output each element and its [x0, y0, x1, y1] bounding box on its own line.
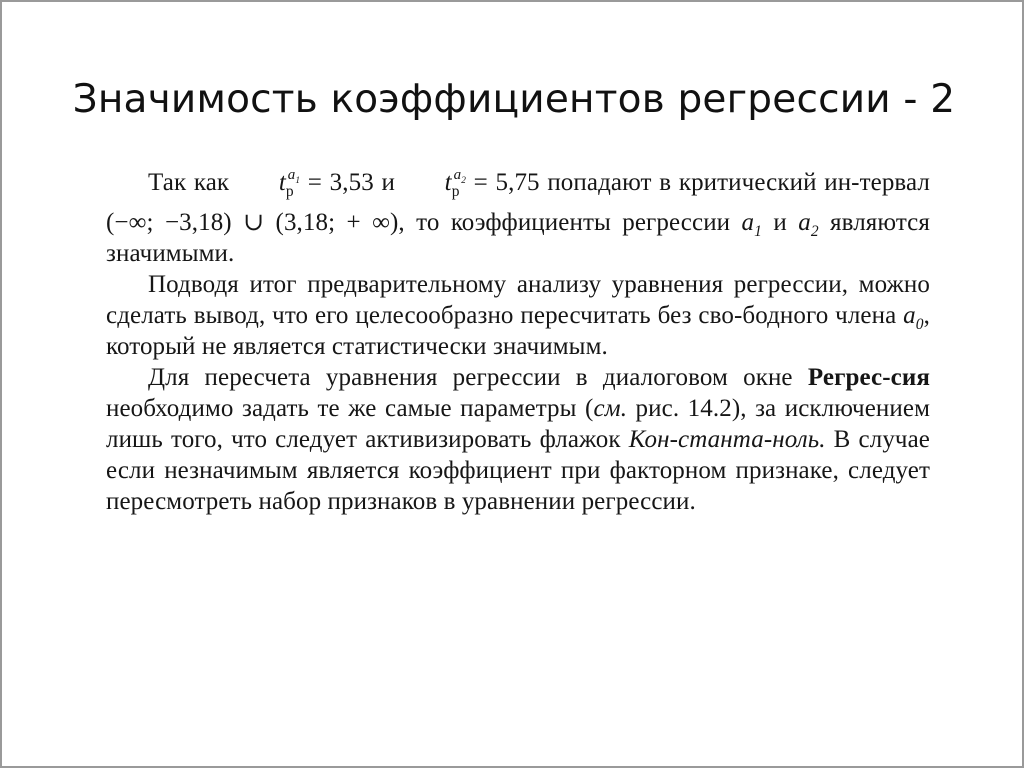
coef-a0: $a_0$	[903, 302, 924, 333]
checkbox-name: Кон-станта-ноль.	[628, 426, 826, 453]
paragraph-3: Для пересчета уравнения регрессии в диалоговом окне Регрес-сия необходимо задать те же самые параметры (см. рис. 14.2), за исключением лишь того, что следует активизировать флажок Кон-станта-ноль. В случае если незначимым является коэффициент при факторном признаке, следует пересмотреть набор признаков в уравнении регрессии.	[106, 364, 930, 515]
slide-title: Значимость коэффициентов регрессии - 2	[72, 77, 956, 122]
t-statistic-a2: $t_p^{a_2}$	[444, 167, 466, 200]
paragraph-2: Подводя итог предварительному анализу уравнения регрессии, можно сделать вывод, что его целесообразно пересчитать без сво-бодного члена $a_0$, который не является статистически значимым.	[106, 271, 930, 360]
dialog-name: Регрес-сия	[807, 364, 930, 391]
coef-a2: $a_2$	[798, 209, 819, 240]
coef-a1: $a_1$	[741, 209, 762, 240]
scanned-text-block	[106, 160, 930, 517]
t-statistic-a1: $t_p^{a_1}$	[278, 167, 301, 200]
paragraph-1: Так как $t_p^{a_1} = 3,53$ и $t_p^{a_2} = 5,75$ попадают в критический ин-тервал (−∞; −3,18) ∪ (3,18; + ∞), то коэффициенты регрессии $a_1$ и $a_2$ являются значимыми.	[106, 160, 930, 269]
